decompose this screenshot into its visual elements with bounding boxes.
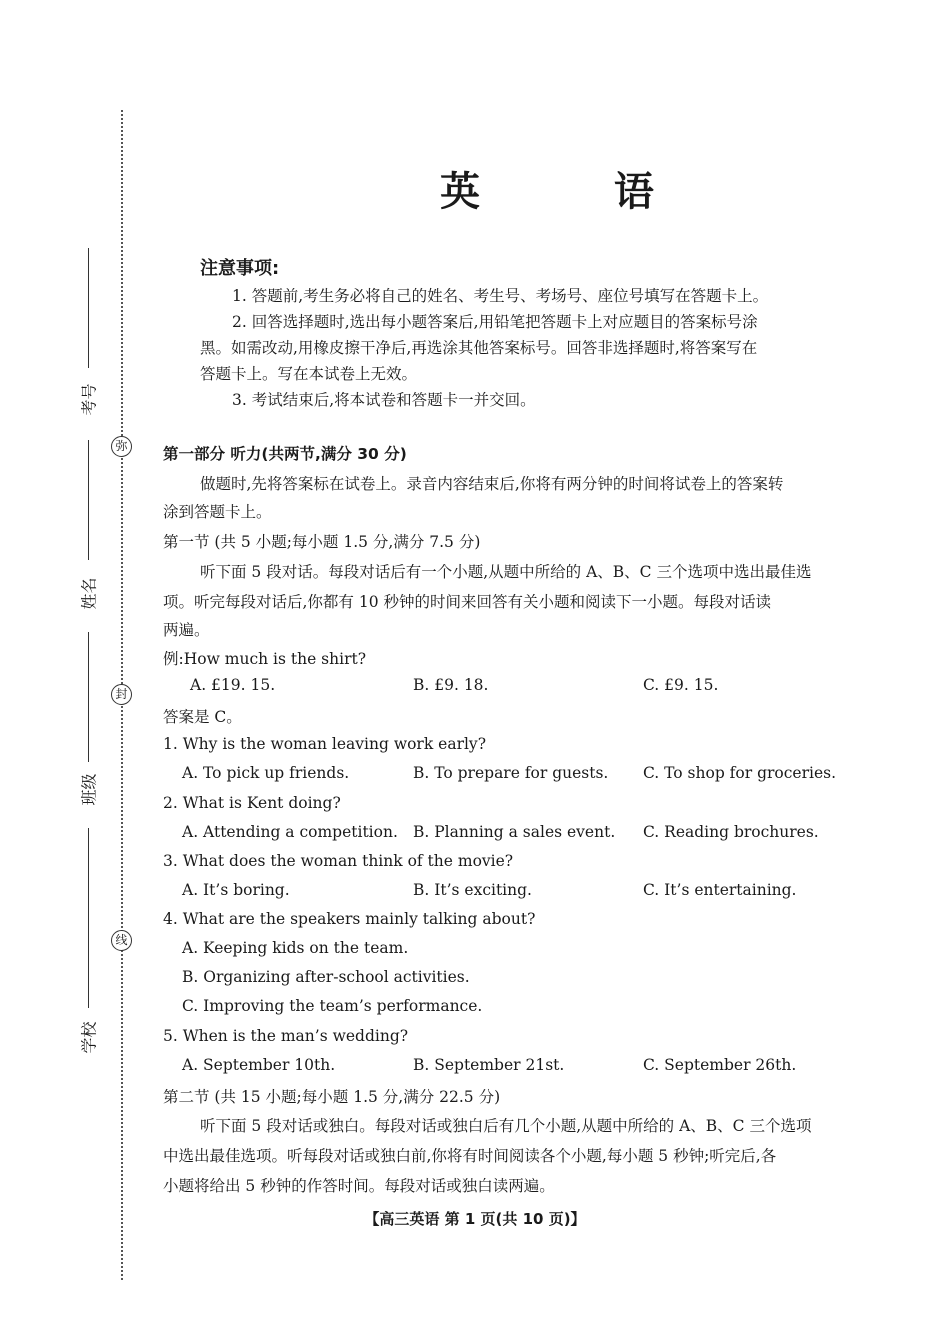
example-answer: 答案是 C。 — [163, 708, 242, 726]
question: 1. Why is the woman leaving work early? — [163, 735, 487, 753]
question: 3. What does the woman think of the movie? — [163, 852, 514, 870]
option: B. Organizing after-school activities. — [182, 968, 470, 986]
margin-label: 考号 — [79, 383, 99, 416]
fill-line — [88, 248, 89, 368]
fill-line — [88, 632, 89, 762]
margin-label: 姓名 — [79, 577, 99, 610]
notice-item: 2. 回答选择题时,选出每小题答案后,用铅笔把答题卡上对应题目的答案标号涂 — [232, 313, 758, 331]
instruction-line: 涂到答题卡上。 — [163, 503, 272, 521]
option: C. It’s entertaining. — [643, 881, 797, 899]
instruction-line: 项。听完每段对话后,你都有 10 秒钟的时间来回答有关小题和阅读下一小题。每段对话读 — [163, 593, 772, 611]
fill-line — [88, 440, 89, 560]
section-heading: 第一节 (共 5 小题;每小题 1.5 分,满分 7.5 分) — [163, 533, 481, 551]
example-question: 例:How much is the shirt? — [163, 650, 367, 668]
question: 5. When is the man’s wedding? — [163, 1027, 409, 1045]
option: C. Improving the team’s performance. — [182, 997, 483, 1015]
instruction-line: 听下面 5 段对话或独白。每段对话或独白后有几个小题,从题中所给的 A、B、C 三个选项 — [200, 1117, 812, 1135]
seal-mark: 线 — [111, 930, 132, 951]
part-heading: 第一部分 听力(共两节,满分 30 分) — [163, 445, 407, 463]
instruction-line: 两遍。 — [163, 621, 210, 639]
instruction-line: 小题将给出 5 秒钟的作答时间。每段对话或独白读两遍。 — [163, 1177, 555, 1195]
option: B. £9. 18. — [413, 676, 489, 694]
option: C. Reading brochures. — [643, 823, 819, 841]
page-title: 英 语 — [440, 169, 714, 215]
option: A. Keeping kids on the team. — [182, 939, 409, 957]
question: 4. What are the speakers mainly talking about? — [163, 910, 536, 928]
option: B. Planning a sales event. — [413, 823, 616, 841]
instruction-line: 做题时,先将答案标在试卷上。录音内容结束后,你将有两分钟的时间将试卷上的答案转 — [200, 475, 784, 493]
notice-item: 黑。如需改动,用橡皮擦干净后,再选涂其他答案标号。回答非选择题时,将答案写在 — [200, 339, 758, 357]
section-heading: 第二节 (共 15 小题;每小题 1.5 分,满分 22.5 分) — [163, 1088, 501, 1106]
option: B. To prepare for guests. — [413, 764, 609, 782]
instruction-line: 听下面 5 段对话。每段对话后有一个小题,从题中所给的 A、B、C 三个选项中选出最佳选 — [200, 563, 812, 581]
notice-item: 答题卡上。写在本试卷上无效。 — [200, 365, 418, 383]
notice-item: 3. 考试结束后,将本试卷和答题卡一并交回。 — [232, 391, 536, 409]
option: B. It’s exciting. — [413, 881, 532, 899]
notice-heading: 注意事项: — [200, 258, 280, 279]
margin-label: 学校 — [79, 1021, 99, 1054]
option: C. To shop for groceries. — [643, 764, 837, 782]
seal-mark: 封 — [111, 684, 132, 705]
option: A. Attending a competition. — [182, 823, 398, 841]
option: C. September 26th. — [643, 1056, 797, 1074]
fill-line — [88, 828, 89, 1008]
margin-label: 班级 — [79, 773, 99, 806]
option: A. To pick up friends. — [182, 764, 350, 782]
option: A. It’s boring. — [182, 881, 290, 899]
page-footer: 【高三英语 第 1 页(共 10 页)】 — [364, 1210, 586, 1228]
instruction-line: 中选出最佳选项。听每段对话或独白前,你将有时间阅读各个小题,每小题 5 秒钟;听完后,各 — [163, 1147, 777, 1165]
seal-mark: 弥 — [111, 436, 132, 457]
option: A. September 10th. — [182, 1056, 336, 1074]
option: C. £9. 15. — [643, 676, 719, 694]
question: 2. What is Kent doing? — [163, 794, 341, 812]
notice-item: 1. 答题前,考生务必将自己的姓名、考生号、考场号、座位号填写在答题卡上。 — [232, 287, 769, 305]
option: B. September 21st. — [413, 1056, 565, 1074]
option: A. £19. 15. — [190, 676, 276, 694]
